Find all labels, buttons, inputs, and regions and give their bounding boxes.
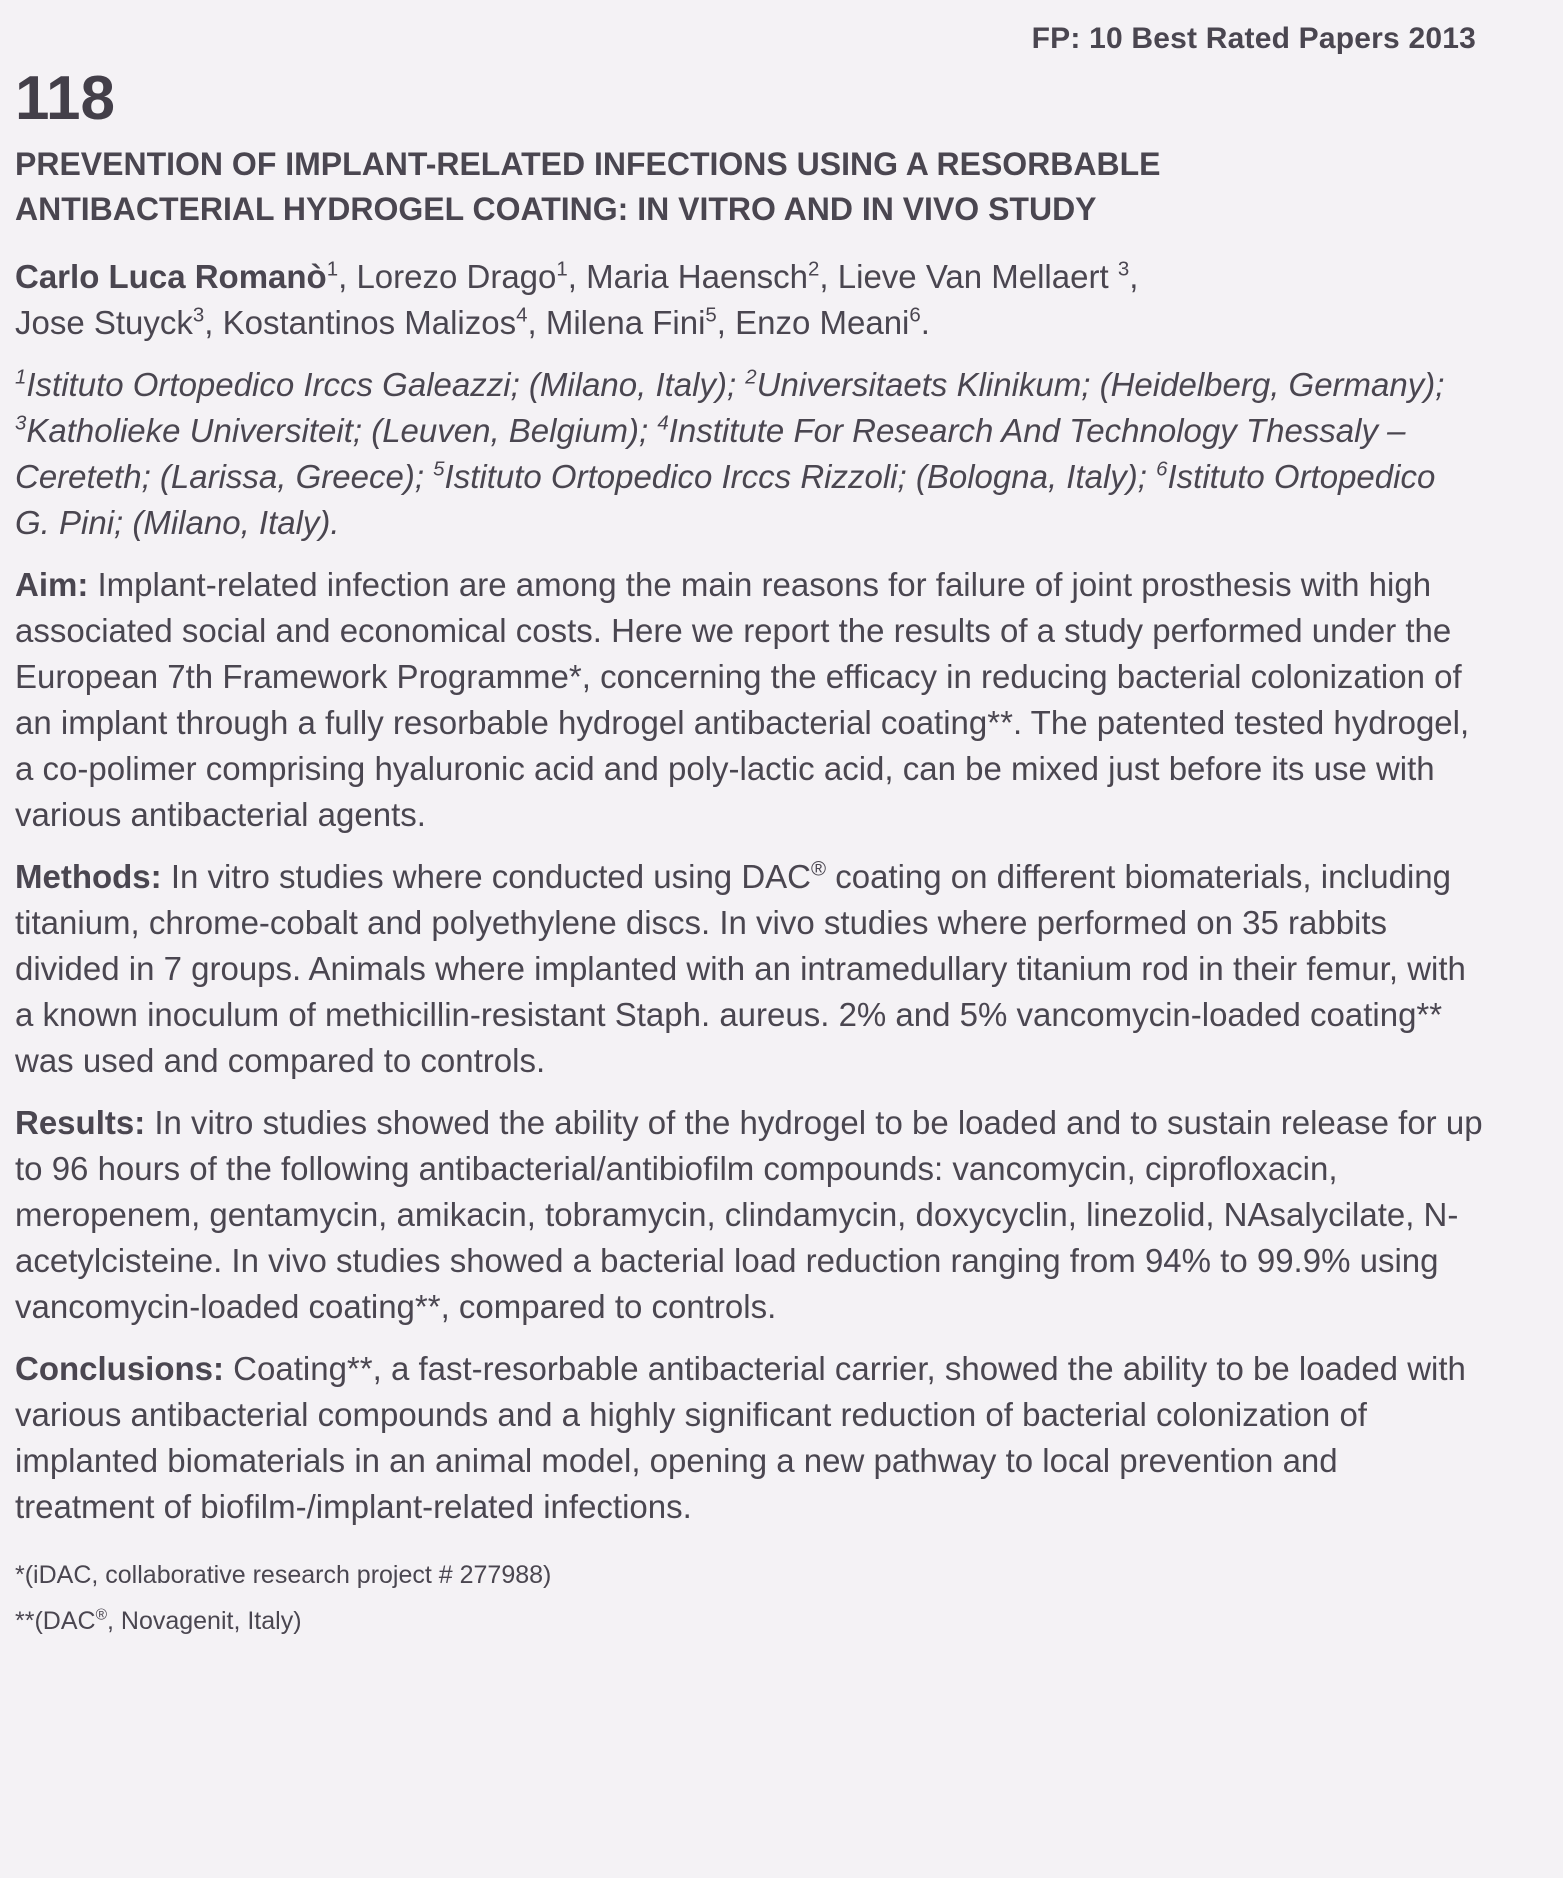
results-text: In vitro studies showed the ability of the hydrogel to be loaded and to sustain release for up to 96 hours of the following antibacterial/antibiofilm compounds: vancomycin, ciprofloxacin, meropenem, gentamycin, amikacin, tobramycin, clindamycin, doxycyclin, linezolid, NAsalycilate, N-acetylcisteine. In vivo studies showed a bacterial load reduction ranging from 94% to 99.9% using vancomycin-loaded coating**, compared to controls. <box>15 1104 1483 1325</box>
footnote-dac <box>15 1598 1503 1644</box>
author-affiliation-index: 1 <box>556 257 568 281</box>
author-name: Maria Haensch <box>586 258 809 295</box>
affiliation-text: Institute For Research And Technology Thessaly – Cereteth; (Larissa, Greece); <box>15 412 1406 495</box>
affiliation-index: 5 <box>433 457 445 481</box>
affiliation-index: 2 <box>745 365 757 389</box>
author-affiliation-index: 5 <box>705 303 717 327</box>
abstract-number: 118 <box>15 64 116 133</box>
affiliation-text: Istituto Ortopedico Irccs Rizzoli; (Bologna, Italy); <box>444 458 1157 495</box>
author-name: Kostantinos Malizos <box>222 304 517 341</box>
author-separator: , <box>1129 258 1139 295</box>
registered-mark: ® <box>95 1606 107 1624</box>
author-affiliation-index: 6 <box>909 303 921 327</box>
affiliation-index: 1 <box>15 365 27 389</box>
affiliation-text: Katholieke Universiteit; (Leuven, Belgium); <box>26 412 658 449</box>
results-label: Results: <box>15 1104 146 1141</box>
author-separator: , <box>567 258 587 295</box>
footnotes <box>15 1552 1503 1644</box>
affiliation-list <box>15 362 1475 546</box>
affiliation-text: Universitaets Klinikum; (Heidelberg, Germany); <box>756 366 1445 403</box>
footnote-text: , Novagenit, Italy) <box>107 1607 302 1635</box>
author-name: Lieve Van Mellaert <box>837 258 1118 295</box>
header-label: FP: 10 Best Rated Papers 2013 <box>1031 22 1476 55</box>
conclusions-section <box>15 1346 1485 1530</box>
methods-label: Methods: <box>15 858 162 895</box>
registered-mark: ® <box>811 857 827 881</box>
author-name: Enzo Meani <box>735 304 910 341</box>
title-line: ANTIBACTERIAL HYDROGEL COATING: IN VITRO AND IN VIVO STUDY <box>15 191 1097 227</box>
author-separator: , <box>204 304 223 341</box>
methods-text: coating on different biomaterials, including titanium, chrome-cobalt and polyethylene discs. In vivo studies where performed on 35 rabbits divided in 7 groups. Animals where implanted with an intramedullary titanium rod in their femur, with a known inoculum of methicillin-resistant Staph. aureus. 2% and 5% vancomycin-loaded coating** was used and compared to controls. <box>15 858 1466 1079</box>
affiliation-index: 6 <box>1156 457 1168 481</box>
author-name: Carlo Luca Romanò <box>15 258 327 295</box>
author-separator: , <box>527 304 546 341</box>
conclusions-label: Conclusions: <box>15 1350 225 1387</box>
affiliation-index: 3 <box>15 411 27 435</box>
author-affiliation-index: 1 <box>326 257 339 281</box>
author-list <box>15 254 1455 346</box>
abstract-title <box>15 142 1385 232</box>
affiliation-text: Istituto Ortopedico G. Pini; (Milano, Italy). <box>15 458 1436 541</box>
methods-section <box>15 854 1485 1084</box>
author-separator: , <box>338 258 357 295</box>
results-section <box>15 1100 1485 1330</box>
author-name: Lorezo Drago <box>356 258 557 295</box>
affiliation-index: 4 <box>657 411 669 435</box>
author-affiliation-index: 3 <box>1117 257 1130 281</box>
aim-label: Aim: <box>15 566 89 603</box>
author-affiliation-index: 4 <box>516 303 528 327</box>
aim-text: Implant-related infection are among the main reasons for failure of joint prosthesis with high associated social and economical costs. Here we report the results of a study performed under the European 7th Framework Programme*, concerning the efficacy in reducing bacterial colonization of an implant through a fully resorbable hydrogel antibacterial coating**. The patented tested hydrogel, a co-polimer comprising hyaluronic acid and poly-lactic acid, can be mixed just before its use with various antibacterial agents. <box>15 566 1470 833</box>
author-name: Milena Fini <box>545 304 706 341</box>
author-affiliation-index: 3 <box>192 303 205 327</box>
aim-section <box>15 562 1485 838</box>
author-separator: . <box>920 304 930 341</box>
author-affiliation-index: 2 <box>808 257 820 281</box>
footnote-project: *(iDAC, collaborative research project # 277988) <box>15 1561 552 1589</box>
affiliation-text: Istituto Ortopedico Irccs Galeazzi; (Milano, Italy); <box>26 366 746 403</box>
author-name: Jose Stuyck <box>15 304 193 341</box>
title-line: PREVENTION OF IMPLANT-RELATED INFECTIONS USING A RESORBABLE <box>15 146 1161 182</box>
author-separator: , <box>819 258 838 295</box>
author-separator: , <box>716 304 736 341</box>
conclusions-text: Coating**, a fast-resorbable antibacterial carrier, showed the ability to be loaded with various antibacterial compounds and a highly significant reduction of bacterial colonization of implanted biomaterials in an animal model, opening a new pathway to local prevention and treatment of biofilm-/implant-related infections. <box>15 1350 1466 1525</box>
methods-text: In vitro studies where conducted using DAC <box>161 858 811 895</box>
footnote-text: **(DAC <box>15 1607 96 1635</box>
